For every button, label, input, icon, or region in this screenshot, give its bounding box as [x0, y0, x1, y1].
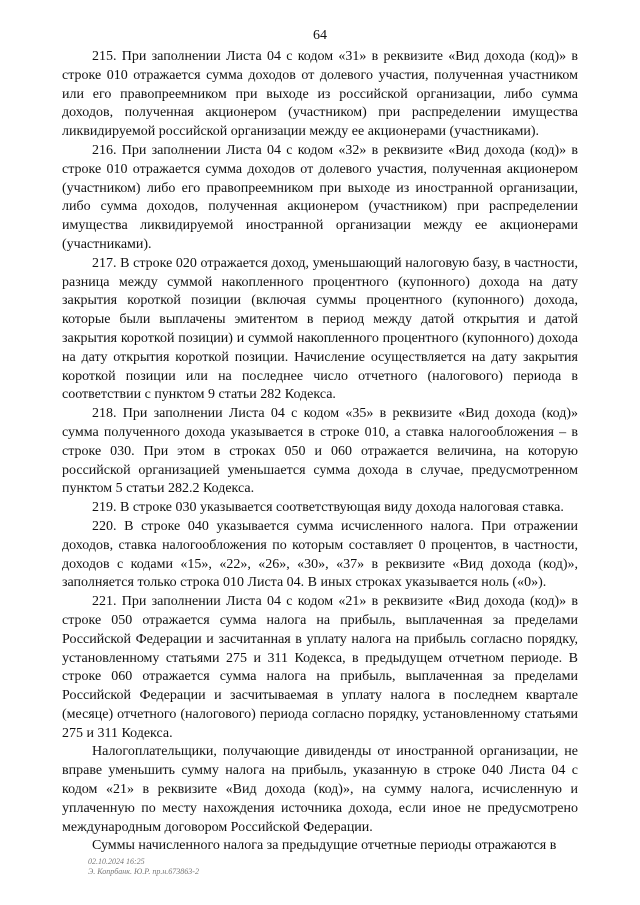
page-number: 64	[313, 28, 327, 43]
paragraph-215: 215. При заполнении Листа 04 с кодом «31» в реквизите «Вид дохода (код)» в строке 010 отражается сумма доходов от долевого участия, полученная участником или его правопреемником при выходе из российской организации, либо сумма доходов, полученная акционером (участником) при распределении имущества ликвидируемой российской организации между ее акционерами (участниками).	[62, 49, 578, 140]
paragraph-220: 220. В строке 040 указывается сумма исчисленного налога. При отражении доходов, ставка налогообложения по которым составляет 0 процентов, в частности, доходов с кодами «15», «22», «26», «30», «37» в реквизите «Вид дохода (код)», заполняется только строка 010 Листа 04. В иных строках указывается ноль («0»).	[62, 518, 578, 591]
paragraph-217: 217. В строке 020 отражается доход, уменьшающий налоговую базу, в частности, разница между суммой накопленного процентного (купонного) дохода на дату закрытия короткой позиции (включая суммы процентного (купонного) дохода, которые были выплачены эмитентом в период между датой открытия и датой закрытия короткой позиции) и суммой накопленного процентного (купонного) дохода на дату открытия короткой позиции. Начисление осуществляется на дату закрытия короткой позиции или на последнее число отчетного (налогового) периода в соответствии с пунктом 9 статьи 282 Кодекса.	[62, 255, 578, 403]
paragraph-previous-periods: Суммы начисленного налога за предыдущие отчетные периоды отражаются в	[92, 838, 557, 854]
paragraph-dividends: Налогоплательщики, получающие дивиденды от иностранной организации, не вправе уменьшить сумму налога на прибыль, указанную в строке 040 Листа 04 с кодом «21» в реквизите «Вид дохода (код)», на сумму налога, исчисленную и уплаченную по месту нахождения источника дохода, если иное не предусмотрено международным договором Российской Федерации.	[62, 744, 578, 835]
paragraph-216: 216. При заполнении Листа 04 с кодом «32» в реквизите «Вид дохода (код)» в строке 010 отражается сумма доходов от долевого участия, полученная акционером (участником) либо его правопреемником при выходе из иностранной организации, либо сумма доходов, полученная акционером (участником) при распределении имущества ликвидируемой иностранной организации между ее акционерами (участниками).	[62, 142, 578, 252]
paragraph-221: 221. При заполнении Листа 04 с кодом «21» в реквизите «Вид дохода (код)» в строке 050 отражается сумма налога на прибыль, выплаченная за пределами Российской Федерации и засчитанная в уплату налога на прибыль согласно порядку, установленному статьями 275 и 311 Кодекса, в предыдущем отчетном периоде. В строке 060 отражается сумма налога на прибыль, выплаченная за пределами Российской Федерации и засчитываемая в уплату налога в последнем квартале (месяце) отчетного (налогового) периода согласно порядку, установленному статьями 275 и 311 Кодекса.	[62, 594, 578, 741]
paragraph-219: 219. В строке 030 указывается соответствующая виду дохода налоговая ставка.	[92, 500, 564, 516]
footer-reference: Э. Копрбанк. Ю.Р. пр.н.673863-2	[88, 867, 199, 876]
document-footer	[88, 857, 199, 877]
paragraph-218: 218. При заполнении Листа 04 с кодом «35» в реквизите «Вид дохода (код)» сумма полученного дохода указывается в строке 010, а ставка налогообложения – в строке 030. При этом в строках 050 и 060 отражается величина, на которую российской организацией уменьшается сумма дохода в случае, предусмотренном пунктом 5 статьи 282.2 Кодекса.	[62, 406, 578, 497]
document-body	[62, 48, 578, 856]
footer-timestamp: 02.10.2024 16:25	[88, 857, 145, 866]
